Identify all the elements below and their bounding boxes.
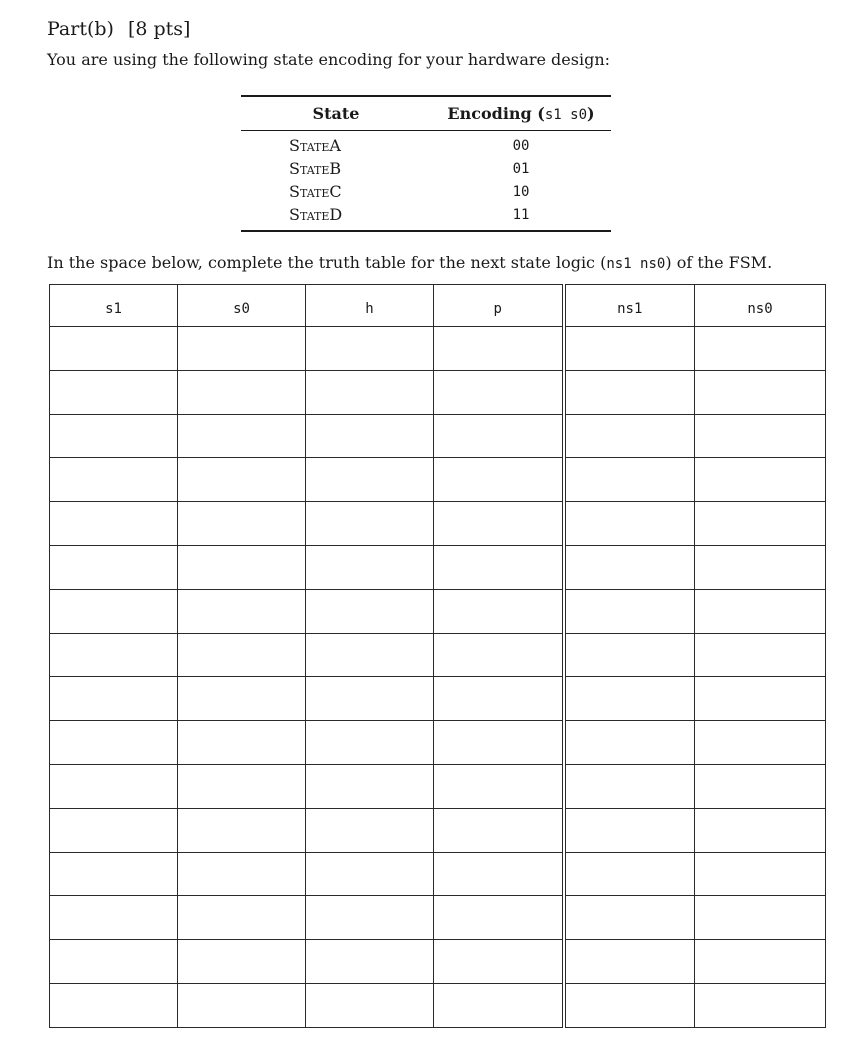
answer-cell-s1[interactable] — [50, 764, 178, 808]
table-row — [50, 502, 826, 546]
answer-cell-s1[interactable] — [50, 940, 178, 984]
table-row — [50, 677, 826, 721]
table-row — [50, 370, 826, 414]
answer-cell-s0[interactable] — [178, 852, 306, 896]
state-code: 11 — [512, 206, 530, 223]
answer-cell-s0[interactable] — [178, 677, 306, 721]
answer-cell-h[interactable] — [306, 370, 434, 414]
answer-cell-p[interactable] — [434, 721, 564, 765]
answer-cell-ns1[interactable] — [564, 721, 695, 765]
encoding-row — [241, 134, 611, 157]
answer-cell-s0[interactable] — [178, 896, 306, 940]
table-row — [50, 589, 826, 633]
intro-text: You are using the following state encoding for your hardware design: — [47, 50, 611, 69]
answer-cell-h[interactable] — [306, 677, 434, 721]
answer-cell-s0[interactable] — [178, 545, 306, 589]
table-row — [50, 983, 826, 1027]
state-encoding-table — [241, 95, 611, 232]
answer-cell-ns1[interactable] — [564, 633, 695, 677]
answer-cell-ns1[interactable] — [564, 502, 695, 546]
column-header-ns1: ns1 — [564, 285, 695, 327]
state-code: 10 — [512, 183, 530, 200]
answer-cell-h[interactable] — [306, 896, 434, 940]
answer-cell-p[interactable] — [434, 502, 564, 546]
instruction-text — [47, 253, 772, 272]
answer-cell-h[interactable] — [306, 414, 434, 458]
state-name: StateD — [289, 205, 343, 224]
encoding-header-text: Encoding ( — [447, 104, 545, 123]
answer-cell-s0[interactable] — [178, 633, 306, 677]
column-header-ns0: ns0 — [695, 285, 826, 327]
answer-cell-h[interactable] — [306, 940, 434, 984]
answer-cell-ns1[interactable] — [564, 940, 695, 984]
answer-cell-ns0[interactable] — [695, 370, 826, 414]
instruction-after: ) of the FSM. — [665, 253, 773, 272]
answer-cell-h[interactable] — [306, 764, 434, 808]
column-header-p: p — [434, 285, 564, 327]
answer-cell-s0[interactable] — [178, 808, 306, 852]
encoding-column-header — [431, 104, 611, 123]
table-row — [50, 940, 826, 984]
part-heading — [47, 18, 190, 40]
encoding-table-header — [241, 97, 611, 131]
answer-cell-p[interactable] — [434, 852, 564, 896]
answer-cell-ns0[interactable] — [695, 589, 826, 633]
answer-cell-s1[interactable] — [50, 852, 178, 896]
answer-cell-p[interactable] — [434, 983, 564, 1027]
answer-cell-p[interactable] — [434, 896, 564, 940]
answer-cell-ns0[interactable] — [695, 458, 826, 502]
answer-cell-s0[interactable] — [178, 327, 306, 371]
answer-cell-p[interactable] — [434, 458, 564, 502]
answer-cell-ns1[interactable] — [564, 808, 695, 852]
answer-cell-p[interactable] — [434, 545, 564, 589]
table-row — [50, 633, 826, 677]
answer-cell-ns1[interactable] — [564, 370, 695, 414]
answer-cell-ns0[interactable] — [695, 502, 826, 546]
answer-cell-s1[interactable] — [50, 414, 178, 458]
answer-cell-ns0[interactable] — [695, 545, 826, 589]
answer-cell-h[interactable] — [306, 458, 434, 502]
answer-cell-p[interactable] — [434, 940, 564, 984]
answer-cell-p[interactable] — [434, 764, 564, 808]
state-code: 00 — [512, 137, 530, 154]
answer-cell-h[interactable] — [306, 545, 434, 589]
answer-cell-h[interactable] — [306, 502, 434, 546]
answer-cell-s0[interactable] — [178, 458, 306, 502]
answer-cell-s1[interactable] — [50, 502, 178, 546]
state-name: StateC — [289, 182, 342, 201]
answer-cell-ns1[interactable] — [564, 896, 695, 940]
answer-cell-ns0[interactable] — [695, 940, 826, 984]
answer-cell-p[interactable] — [434, 677, 564, 721]
table-row — [50, 808, 826, 852]
answer-cell-ns0[interactable] — [695, 327, 826, 371]
answer-cell-ns0[interactable] — [695, 721, 826, 765]
table-row — [50, 458, 826, 502]
encoding-row — [241, 157, 611, 180]
answer-cell-s1[interactable] — [50, 370, 178, 414]
answer-cell-s1[interactable] — [50, 677, 178, 721]
answer-cell-s0[interactable] — [178, 589, 306, 633]
answer-cell-ns0[interactable] — [695, 896, 826, 940]
answer-cell-s0[interactable] — [178, 414, 306, 458]
column-header-h: h — [306, 285, 434, 327]
truth-table-body — [50, 327, 826, 1028]
instruction-vars: ns1 ns0 — [606, 256, 666, 272]
answer-cell-ns0[interactable] — [695, 983, 826, 1027]
state-name: StateB — [289, 159, 342, 178]
column-header-s0: s0 — [178, 285, 306, 327]
answer-cell-ns1[interactable] — [564, 327, 695, 371]
answer-cell-s0[interactable] — [178, 721, 306, 765]
answer-cell-s0[interactable] — [178, 370, 306, 414]
table-row — [50, 545, 826, 589]
answer-cell-ns0[interactable] — [695, 414, 826, 458]
answer-cell-s0[interactable] — [178, 940, 306, 984]
answer-cell-ns0[interactable] — [695, 633, 826, 677]
answer-cell-h[interactable] — [306, 808, 434, 852]
part-label: Part(b) — [47, 18, 114, 40]
answer-cell-ns1[interactable] — [564, 589, 695, 633]
answer-cell-s0[interactable] — [178, 764, 306, 808]
encoding-header-close: ) — [587, 104, 595, 123]
answer-cell-h[interactable] — [306, 983, 434, 1027]
encoding-row — [241, 203, 611, 226]
answer-cell-p[interactable] — [434, 808, 564, 852]
answer-cell-ns1[interactable] — [564, 983, 695, 1027]
answer-cell-ns0[interactable] — [695, 852, 826, 896]
truth-table-header-row — [50, 285, 826, 327]
answer-cell-h[interactable] — [306, 721, 434, 765]
instruction-before: In the space below, complete the truth table for the next state logic ( — [47, 253, 607, 272]
answer-cell-h[interactable] — [306, 589, 434, 633]
answer-cell-s1[interactable] — [50, 808, 178, 852]
answer-cell-s1[interactable] — [50, 327, 178, 371]
truth-table — [49, 284, 826, 1028]
table-row — [50, 414, 826, 458]
answer-cell-p[interactable] — [434, 589, 564, 633]
answer-cell-h[interactable] — [306, 327, 434, 371]
table-row — [50, 852, 826, 896]
answer-cell-s1[interactable] — [50, 589, 178, 633]
answer-cell-ns0[interactable] — [695, 764, 826, 808]
table-row — [50, 721, 826, 765]
answer-cell-ns1[interactable] — [564, 852, 695, 896]
answer-cell-p[interactable] — [434, 633, 564, 677]
table-row — [50, 764, 826, 808]
answer-cell-h[interactable] — [306, 633, 434, 677]
answer-cell-s0[interactable] — [178, 983, 306, 1027]
answer-cell-h[interactable] — [306, 852, 434, 896]
answer-cell-s1[interactable] — [50, 896, 178, 940]
answer-cell-p[interactable] — [434, 327, 564, 371]
answer-cell-s1[interactable] — [50, 983, 178, 1027]
state-name: StateA — [289, 136, 341, 155]
answer-cell-ns1[interactable] — [564, 545, 695, 589]
answer-cell-ns1[interactable] — [564, 677, 695, 721]
column-header-s1: s1 — [50, 285, 178, 327]
state-column-header: State — [312, 104, 360, 123]
answer-cell-ns0[interactable] — [695, 677, 826, 721]
answer-cell-s0[interactable] — [178, 502, 306, 546]
encoding-header-vars: s1 s0 — [544, 107, 588, 123]
encoding-table-body — [241, 131, 611, 230]
answer-cell-s1[interactable] — [50, 458, 178, 502]
answer-cell-ns1[interactable] — [564, 764, 695, 808]
answer-cell-ns0[interactable] — [695, 808, 826, 852]
table-row — [50, 896, 826, 940]
answer-cell-s1[interactable] — [50, 633, 178, 677]
points-label: [8 pts] — [127, 18, 191, 40]
table-row — [50, 327, 826, 371]
answer-cell-p[interactable] — [434, 414, 564, 458]
answer-cell-ns1[interactable] — [564, 458, 695, 502]
state-code: 01 — [512, 160, 530, 177]
encoding-row — [241, 180, 611, 203]
answer-cell-ns1[interactable] — [564, 414, 695, 458]
answer-cell-s1[interactable] — [50, 721, 178, 765]
answer-cell-p[interactable] — [434, 370, 564, 414]
answer-cell-s1[interactable] — [50, 545, 178, 589]
